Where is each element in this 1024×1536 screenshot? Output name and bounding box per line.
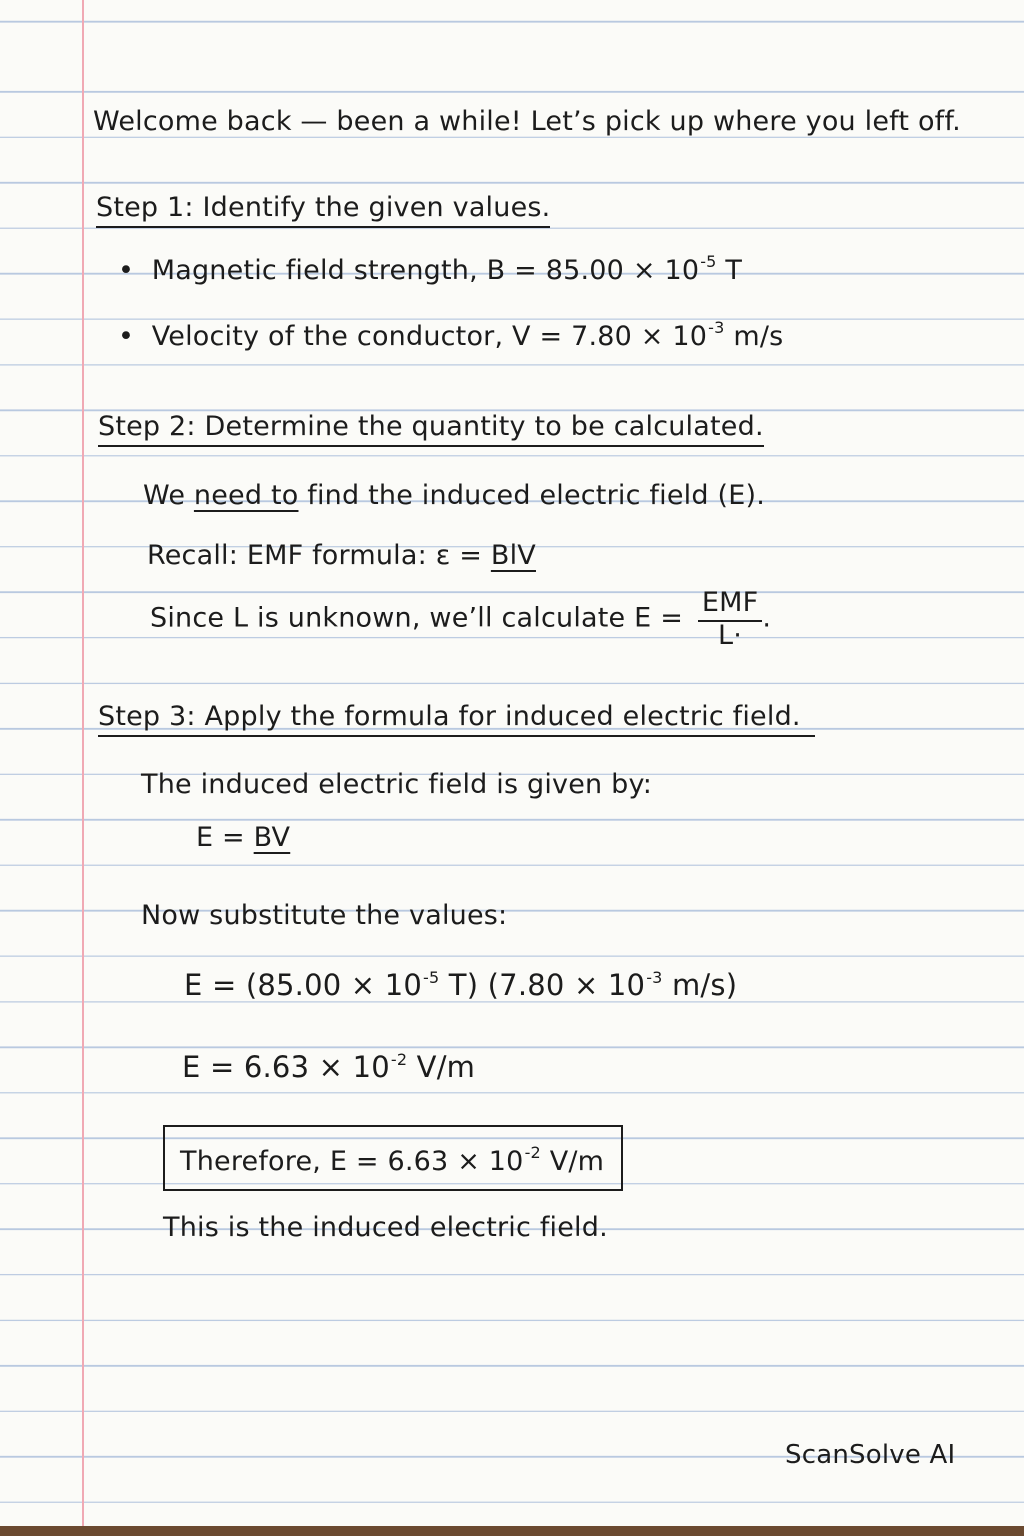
step2-line1-pre: We bbox=[143, 480, 194, 511]
recall-line bbox=[147, 540, 536, 571]
result-exponent: -2 bbox=[390, 1050, 408, 1069]
magnetic-field-exponent: -5 bbox=[700, 252, 717, 271]
substitution-exponent-b: -3 bbox=[646, 968, 663, 987]
boxed-answer-unit: V/m bbox=[540, 1146, 605, 1177]
brand-signature: ScanSolve AI bbox=[785, 1440, 956, 1470]
velocity-label: Velocity of the conductor, V = 7.80 × 10 bbox=[151, 321, 708, 352]
substitution-line bbox=[184, 968, 737, 1002]
step1-title: Step 1: Identify the given values. bbox=[96, 192, 550, 228]
step2-title: Step 2: Determine the quantity to be calculated. bbox=[98, 411, 764, 447]
formula-line bbox=[196, 822, 290, 853]
boxed-answer-exponent: -2 bbox=[524, 1143, 541, 1162]
substitute-line: Now substitute the values: bbox=[141, 900, 508, 931]
recall-text: Recall: EMF formula: ε = bbox=[147, 540, 491, 571]
recall-formula: BlV bbox=[490, 540, 536, 571]
since-text: Since L is unknown, we’ll calculate E = bbox=[150, 602, 692, 634]
bullet-velocity bbox=[118, 318, 783, 352]
fraction-denominator: L· bbox=[718, 620, 743, 651]
step2-line1-post: find the induced electric field (E). bbox=[298, 480, 765, 511]
desk-edge bbox=[0, 1526, 1024, 1536]
result-line bbox=[182, 1050, 475, 1084]
bullet-dot: • bbox=[118, 321, 152, 352]
given-by-line: The induced electric field is given by: bbox=[141, 769, 652, 800]
magnetic-field-label: Magnetic field strength, B = 85.00 × 10 bbox=[151, 255, 700, 286]
formula-prefix: E = bbox=[196, 822, 254, 853]
substitution-part-a: E = (85.00 × 10 bbox=[184, 968, 423, 1002]
greeting: Welcome back — been a while! Let’s pick up where you left off. bbox=[93, 106, 961, 137]
result-value: E = 6.63 × 10 bbox=[182, 1050, 390, 1084]
substitution-part-c: m/s) bbox=[662, 968, 738, 1002]
result-unit: V/m bbox=[407, 1050, 476, 1084]
formula-bv: BV bbox=[253, 822, 291, 853]
step2-line1-underlined: need to bbox=[193, 480, 299, 511]
closing-line: This is the induced electric field. bbox=[163, 1212, 608, 1243]
margin-line bbox=[82, 0, 84, 1526]
bullet-magnetic-field bbox=[118, 252, 742, 286]
substitution-exponent-a: -5 bbox=[423, 968, 440, 987]
velocity-exponent: -3 bbox=[708, 318, 725, 337]
boxed-answer-value: Therefore, E = 6.63 × 10 bbox=[180, 1146, 524, 1177]
emf-over-l-fraction bbox=[698, 588, 763, 650]
boxed-answer bbox=[180, 1143, 604, 1177]
step2-line1 bbox=[143, 480, 765, 511]
step3-title: Step 3: Apply the formula for induced electric field. bbox=[98, 701, 815, 737]
magnetic-field-unit: T bbox=[725, 255, 743, 286]
since-line bbox=[150, 588, 771, 650]
bullet-dot: • bbox=[118, 255, 152, 286]
velocity-unit: m/s bbox=[733, 321, 784, 352]
fraction-numerator: EMF bbox=[698, 588, 763, 622]
substitution-part-b: T) (7.80 × 10 bbox=[439, 968, 646, 1002]
since-period: . bbox=[762, 602, 772, 634]
